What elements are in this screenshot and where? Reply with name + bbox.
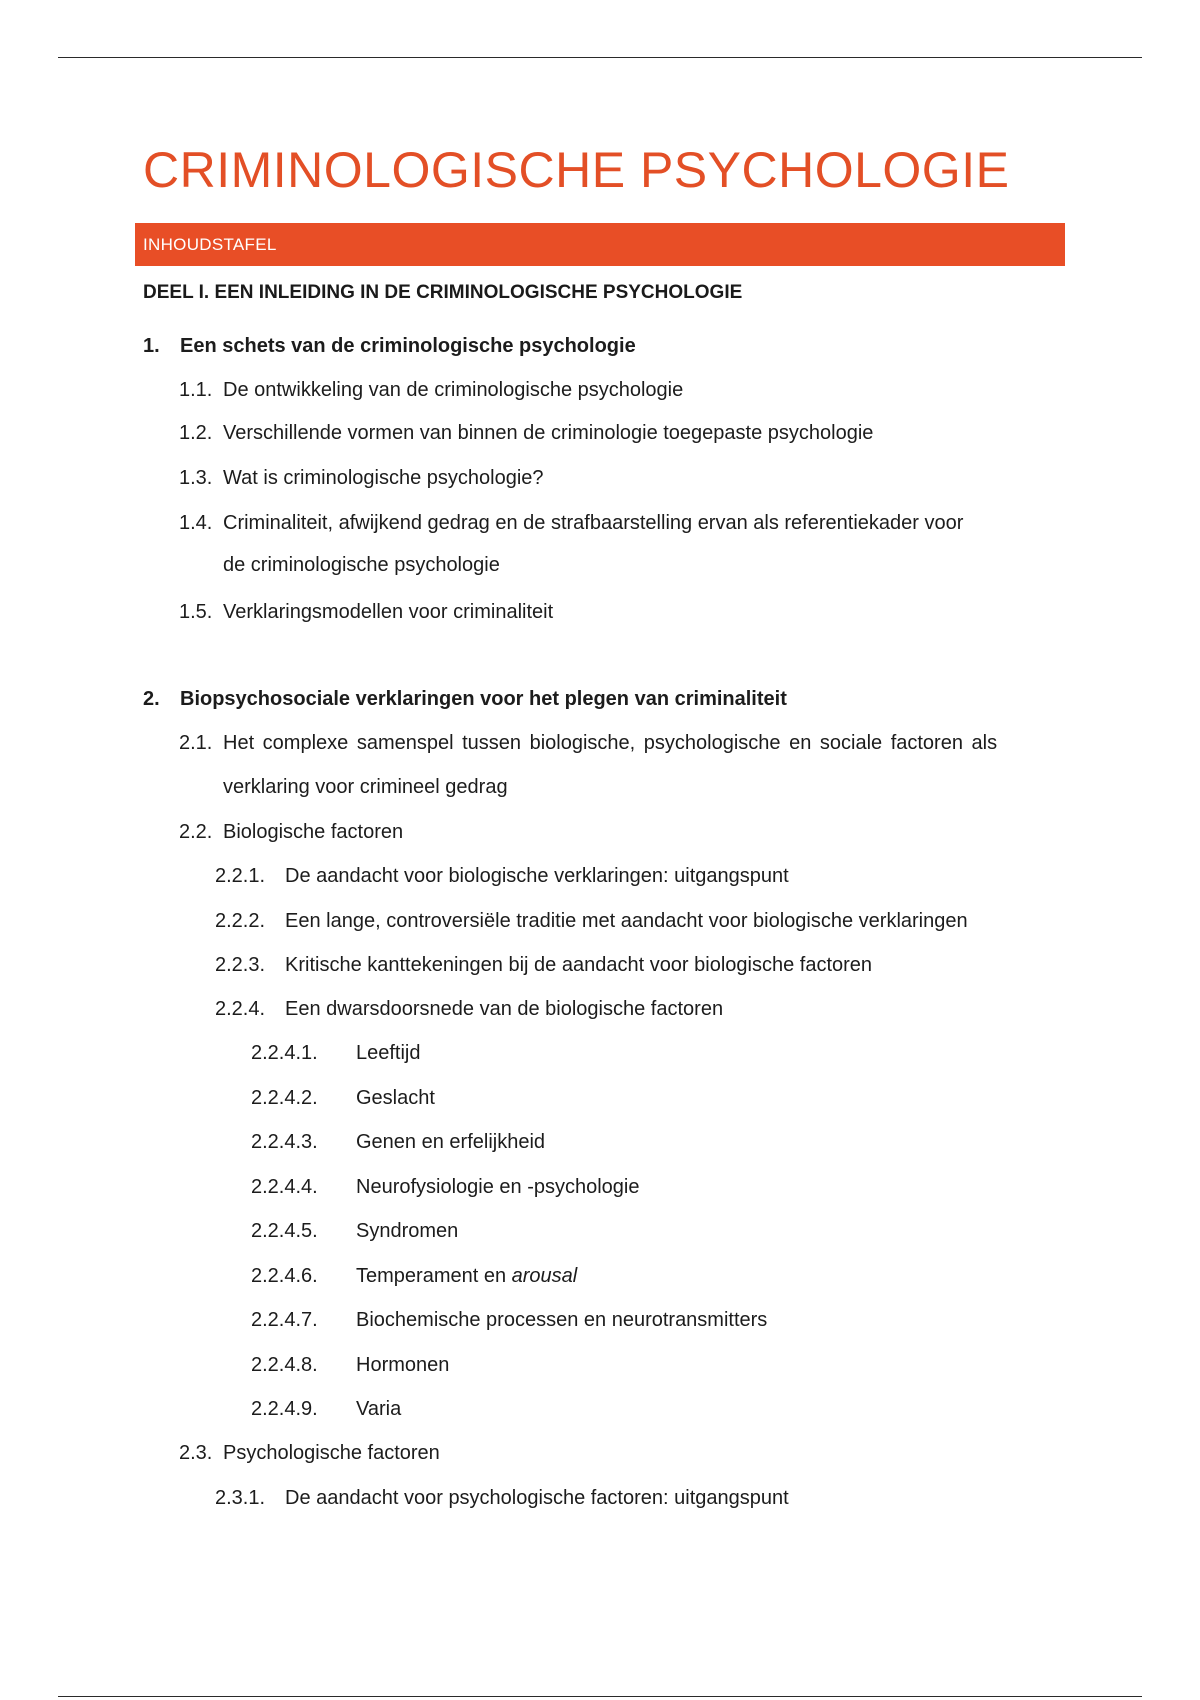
toc-number: 2.: [143, 688, 160, 710]
toc-number: 1.3.: [179, 467, 213, 489]
toc-heading: INHOUDSTAFEL: [143, 235, 277, 254]
toc-number: 2.2.4.7.: [251, 1309, 318, 1331]
toc-number: 2.2.4.6.: [251, 1265, 318, 1287]
toc-number: 2.2.: [179, 821, 213, 843]
toc-text: Syndromen: [356, 1220, 459, 1242]
toc-text: Wat is criminologische psychologie?: [223, 467, 544, 489]
part-heading: DEEL I. EEN INLEIDING IN DE CRIMINOLOGISCHE PSYCHOLOGIE: [143, 282, 743, 303]
toc-text: Een dwarsdoorsnede van de biologische factoren: [285, 998, 724, 1020]
toc-text-plain: Temperament en: [356, 1265, 512, 1287]
footer-rule: [58, 1696, 1142, 1697]
toc-text: De aandacht voor biologische verklaringen: uitgangspunt: [285, 865, 789, 887]
toc-number: 1.4.: [179, 512, 213, 534]
toc-text: Het complexe samenspel tussen biologische, psychologische en sociale factoren als: [223, 732, 998, 754]
toc-text-continuation: verklaring voor crimineel gedrag: [223, 776, 508, 798]
header-rule: [58, 57, 1142, 58]
toc-text: Een schets van de criminologische psychologie: [180, 335, 636, 357]
toc-text-emphasis: arousal: [511, 1265, 578, 1287]
toc-text: Biopsychosociale verklaringen voor het plegen van criminaliteit: [180, 688, 787, 710]
toc-number: 2.3.: [179, 1442, 213, 1464]
toc-text: De aandacht voor psychologische factoren: uitgangspunt: [285, 1487, 789, 1509]
toc-number: 2.2.4.: [215, 998, 266, 1020]
toc-text: Verklaringsmodellen voor criminaliteit: [223, 601, 554, 623]
toc-number: 1.5.: [179, 601, 213, 623]
toc-number: 2.1.: [179, 732, 213, 754]
toc-text: Geslacht: [356, 1087, 435, 1109]
toc-text: Leeftijd: [356, 1042, 421, 1064]
toc-text: Genen en erfelijkheid: [356, 1131, 546, 1153]
toc-number: 2.3.1.: [215, 1487, 266, 1509]
toc-number: 2.2.4.2.: [251, 1087, 318, 1109]
toc-number: 2.2.4.3.: [251, 1131, 318, 1153]
toc-number: 2.2.4.5.: [251, 1220, 318, 1242]
toc-number: 1.1.: [179, 379, 213, 401]
toc-number: 1.: [143, 335, 160, 357]
toc-number: 2.2.3.: [215, 954, 266, 976]
toc-number: 2.2.2.: [215, 910, 266, 932]
toc-number: 2.2.4.4.: [251, 1176, 318, 1198]
toc-text: Biochemische processen en neurotransmitters: [356, 1309, 768, 1331]
toc-number: 2.2.4.9.: [251, 1398, 318, 1420]
toc-number: 2.2.4.8.: [251, 1354, 318, 1376]
toc-text: Neurofysiologie en -psychologie: [356, 1176, 640, 1198]
toc-text: Varia: [356, 1398, 402, 1420]
toc-text: Psychologische factoren: [223, 1442, 440, 1464]
toc-text: Biologische factoren: [223, 821, 404, 843]
toc-text: Verschillende vormen van binnen de criminologie toegepaste psychologie: [223, 422, 874, 444]
toc-number: 1.2.: [179, 422, 213, 444]
toc-text-continuation: de criminologische psychologie: [223, 554, 500, 576]
toc-text: Hormonen: [356, 1354, 450, 1376]
toc-text: Kritische kanttekeningen bij de aandacht voor biologische factoren: [285, 954, 873, 976]
toc-number: 2.2.4.1.: [251, 1042, 318, 1064]
toc-number: 2.2.1.: [215, 865, 266, 887]
toc-text: De ontwikkeling van de criminologische psychologie: [223, 379, 684, 401]
toc-text: [356, 1261, 577, 1291]
toc-text: Een lange, controversiële traditie met aandacht voor biologische verklaringen: [285, 910, 968, 932]
document-title: CRIMINOLOGISCHE PSYCHOLOGIE: [143, 142, 1010, 198]
toc-text: Criminaliteit, afwijkend gedrag en de strafbaarstelling ervan als referentiekader voor: [223, 512, 964, 534]
toc-heading-bar: [135, 223, 1065, 266]
